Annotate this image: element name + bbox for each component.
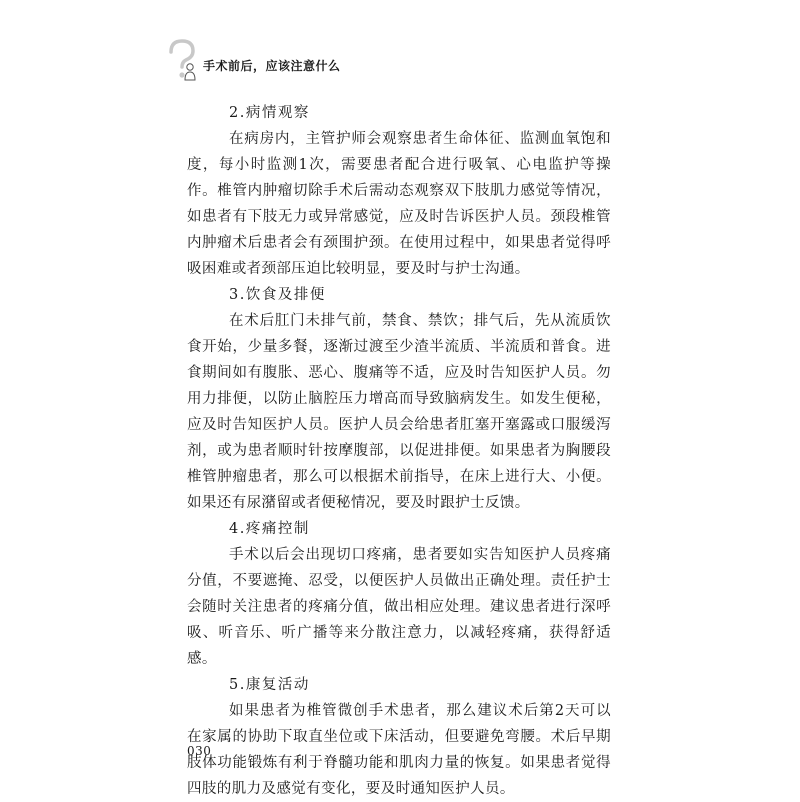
- section-paragraph: 在术后肛门未排气前，禁食、禁饮；排气后，先从流质饮食开始，少量多餐，逐渐过渡至少渣半流质、半流质和普食。进食期间如有腹胀、恶心、腹痛等不适，应及时告知医护人员。勿用力排便，以防止脑腔压力增高而导致脑病发生。如发生便秘，应及时告知医护人员。医护人员会给患者肛塞开塞露或口服缓泻剂，或为患者顺时针按摩腹部，以促进排便。如果患者为胸腰段椎管肿瘤患者，那么可以根据术前指导，在床上进行大、小便。如果还有尿潴留或者便秘情况，要及时跟护士反馈。: [187, 313, 611, 511]
- section-heading: 4.疼痛控制: [229, 521, 310, 537]
- page-header: [165, 38, 341, 82]
- section-paragraph: 在病房内，主管护师会观察患者生命体征、监测血氧饱和度，每小时监测1次，需要患者配合进行吸氧、心电监护等操作。椎管内肿瘤切除手术后需动态观察双下肢肌力感觉等情况，如患者有下肢无力或异常感觉，应及时告诉医护人员。颈段椎管内肿瘤术后患者会有颈围护颈。在使用过程中，如果患者觉得呼吸困难或者颈部压迫比较明显，要及时与护士沟通。: [187, 131, 611, 277]
- section-heading: 2.病情观察: [229, 105, 310, 121]
- section-heading: 3.饮食及排便: [229, 287, 326, 303]
- section-heading: 5.康复活动: [229, 677, 310, 693]
- section-paragraph: 手术以后会出现切口疼痛，患者要如实告知医护人员疼痛分值，不要遮掩、忍受，以便医护人员做出正确处理。责任护士会随时关注患者的疼痛分值，做出相应处理。建议患者进行深呼吸、听音乐、听广播等来分散注意力，以减轻疼痛，获得舒适感。: [187, 547, 611, 667]
- section-pain-control: [187, 516, 611, 672]
- page-number: 030: [187, 744, 212, 758]
- header-title: 手术前后，应该注意什么: [203, 58, 341, 73]
- question-person-icon: [165, 38, 199, 82]
- page-content: [187, 100, 611, 802]
- section-illness-observation: [187, 100, 611, 282]
- section-rehabilitation: [187, 672, 611, 802]
- section-paragraph: 如果患者为椎管微创手术患者，那么建议术后第2天可以在家属的协助下取直坐位或下床活动，但要避免弯腰。术后早期肢体功能锻炼有利于脊髓功能和肌肉力量的恢复。如果患者觉得四肢的肌力及感觉有变化，要及时通知医护人员。: [187, 703, 611, 797]
- section-diet-and-bowel: [187, 282, 611, 516]
